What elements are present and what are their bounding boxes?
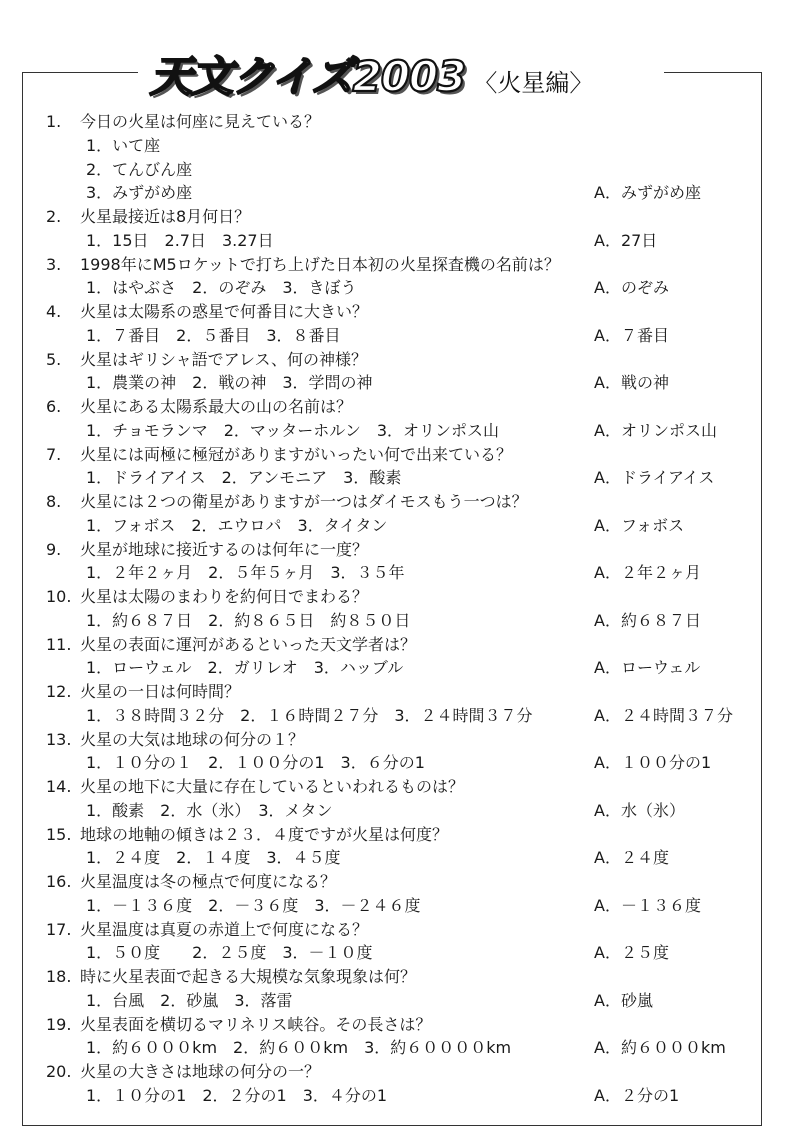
question-text: 火星には両極に極冠がありますがいったい何で出来ている？ (80, 444, 513, 464)
question-number: 7. (46, 444, 62, 464)
option-row (46, 134, 766, 158)
question-row (46, 348, 766, 372)
question-number: 11. (46, 634, 72, 654)
option-text: 1．はやぶさ 2．のぞみ 3．きぼう (86, 278, 357, 298)
question-text: 火星には２つの衛星がありますが一つはダイモスもう一つは？ (80, 492, 528, 511)
option-row (46, 799, 766, 823)
question-number: 13. (46, 729, 72, 749)
option-text: 1．チョモランマ 2．マッターホルン 3．オリンポス山 (86, 420, 500, 440)
option-row (46, 989, 766, 1013)
answer-text: A．のぞみ (594, 278, 669, 298)
question-text: 火星は太陽系の惑星で何番目に大きい？ (80, 302, 369, 321)
option-text: 1．２年２ヶ月 2．５年５ヶ月 3．３５年 (86, 563, 405, 583)
option-row (46, 466, 766, 490)
option-row (46, 751, 766, 775)
question-text: 火星にある太陽系最大の山の名前は？ (80, 397, 353, 416)
question-row (46, 585, 766, 609)
option-row (46, 324, 766, 348)
question-text: 火星表面を横切るマリネリス峡谷。その長さは？ (80, 1014, 432, 1034)
question-row (46, 728, 766, 752)
option-row (46, 229, 766, 253)
question-number: 1. (46, 112, 62, 131)
question-number: 15. (46, 824, 72, 844)
answer-text: A．－１３６度 (594, 895, 701, 915)
option-row (46, 371, 766, 395)
answer-text: A．砂嵐 (594, 990, 653, 1010)
option-row (46, 561, 766, 585)
frame-top-left-line (22, 72, 138, 73)
question-number: 4. (46, 302, 62, 321)
option-row (46, 181, 766, 205)
question-row (46, 395, 766, 419)
option-text: 1．７番目 2．５番目 3．８番目 (86, 325, 341, 345)
question-row (46, 918, 766, 942)
question-row (46, 443, 766, 467)
option-text: 1．－１３６度 2．－３６度 3．－２４６度 (86, 895, 421, 915)
option-text: 1．約６８７日 2．約８６５日 約８５０日 (86, 610, 411, 630)
answer-text: A．みずがめ座 (594, 183, 701, 203)
option-row (46, 1084, 766, 1108)
question-number: 19. (46, 1014, 72, 1034)
question-row (46, 490, 766, 514)
question-text: 火星最接近は8月何日？ (80, 207, 251, 226)
question-number: 6. (46, 397, 62, 416)
question-text: 火星の表面に運河があるといった天文学者は？ (80, 634, 417, 654)
option-text: 1．フォボス 2．エウロパ 3．タイタン (86, 515, 388, 535)
answer-text: A．ドライアイス (594, 468, 715, 488)
answer-text: A．２分の1 (594, 1085, 680, 1105)
quiz-list (46, 110, 766, 1108)
question-text: 1998年にM5ロケットで打ち上げた日本初の火星探査機の名前は？ (80, 254, 560, 274)
question-number: 20. (46, 1062, 72, 1081)
title-subtitle: 〈火星編〉 (473, 69, 594, 97)
option-text: 1．15日 2.7日 3.27日 (86, 230, 274, 250)
question-text: 火星の大きさは地球の何分の一？ (80, 1062, 321, 1081)
question-row (46, 775, 766, 799)
option-row (46, 656, 766, 680)
answer-text: A．１００分の1 (594, 753, 712, 773)
question-text: 火星の一日は何時間？ (80, 682, 241, 701)
question-number: 16. (46, 872, 72, 891)
option-text: 1．酸素 2．水（氷） 3．メタン (86, 800, 333, 820)
option-text: 1．農業の神 2．戦の神 3．学問の神 (86, 373, 373, 393)
option-row (46, 514, 766, 538)
answer-text: A．ローウェル (594, 658, 701, 678)
option-text: 1．３８時間３２分 2．１６時間２７分 3．２４時間３７分 (86, 705, 533, 725)
question-number: 3. (46, 254, 62, 274)
option-text: 1．台風 2．砂嵐 3．落雷 (86, 990, 293, 1010)
question-row (46, 1013, 766, 1037)
option-row (46, 158, 766, 182)
question-text: 火星は太陽のまわりを約何日でまわる？ (80, 587, 369, 606)
question-number: 5. (46, 349, 62, 369)
option-text: 2．てんびん座 (86, 159, 193, 179)
question-number: 2. (46, 207, 62, 226)
question-row (46, 538, 766, 562)
answer-text: A．２年２ヶ月 (594, 563, 701, 583)
option-row (46, 609, 766, 633)
question-text: 火星はギリシャ語でアレス、何の神様？ (80, 349, 368, 369)
question-number: 8. (46, 492, 62, 511)
option-text: 1．ドライアイス 2．アンモニア 3．酸素 (86, 468, 402, 488)
answer-text: A．２５度 (594, 943, 669, 963)
question-number: 17. (46, 919, 72, 939)
question-text: 火星温度は真夏の赤道上で何度になる？ (80, 919, 369, 939)
option-text: 1．ローウェル 2．ガリレオ 3．ハッブル (86, 658, 404, 678)
option-text: 1．約６０００km 2．約６００km 3．約６００００km (86, 1038, 512, 1058)
question-row (46, 870, 766, 894)
option-row (46, 276, 766, 300)
question-row (46, 1060, 766, 1084)
question-text: 火星温度は冬の極点で何度になる？ (80, 872, 337, 891)
option-text: 1．１０分の1 2．２分の1 3．４分の1 (86, 1085, 388, 1105)
question-number: 10. (46, 587, 72, 606)
option-row (46, 704, 766, 728)
option-row (46, 894, 766, 918)
option-row (46, 1036, 766, 1060)
title-main: 天文クイズ2003 (150, 52, 466, 101)
question-text: 火星が地球に接近するのは何年に一度？ (80, 539, 369, 559)
question-row (46, 633, 766, 657)
option-text: 3．みずがめ座 (86, 183, 193, 203)
option-text: 1．５０度 2．２５度 3．－１０度 (86, 943, 373, 963)
question-number: 18. (46, 967, 72, 986)
answer-text: A．約６０００km (594, 1038, 726, 1058)
question-text: 火星の大気は地球の何分の１？ (80, 729, 305, 749)
answer-text: A．27日 (594, 230, 658, 250)
option-row (46, 846, 766, 870)
answer-text: A．７番目 (594, 325, 669, 345)
question-text: 今日の火星は何座に見えている？ (80, 112, 321, 131)
answer-text: A．約６８７日 (594, 610, 701, 630)
question-text: 火星の地下に大量に存在しているといわれるものは？ (80, 777, 465, 796)
answer-text: A．フォボス (594, 515, 685, 535)
option-text: 1．１０分の１ 2．１００分の1 3．６分の1 (86, 753, 425, 773)
answer-text: A．水（氷） (594, 800, 685, 820)
page-title (150, 44, 593, 100)
question-row (46, 680, 766, 704)
question-row (46, 823, 766, 847)
option-text: 1．２４度 2．１４度 3．４５度 (86, 848, 341, 868)
option-row (46, 419, 766, 443)
question-number: 14. (46, 777, 72, 796)
question-row (46, 110, 766, 134)
question-row (46, 205, 766, 229)
frame-top-right-line (664, 72, 762, 73)
question-number: 12. (46, 682, 72, 701)
question-row (46, 965, 766, 989)
answer-text: A．２４度 (594, 848, 669, 868)
question-row (46, 300, 766, 324)
answer-text: A．オリンポス山 (594, 420, 717, 440)
question-text: 地球の地軸の傾きは２３．４度ですが火星は何度？ (80, 824, 449, 844)
answer-text: A．２４時間３７分 (594, 705, 733, 725)
option-text: 1．いて座 (86, 135, 161, 155)
question-number: 9. (46, 539, 62, 559)
answer-text: A．戦の神 (594, 373, 669, 393)
question-text: 時に火星表面で起きる大規模な気象現象は何？ (80, 967, 417, 986)
option-row (46, 941, 766, 965)
question-row (46, 253, 766, 277)
